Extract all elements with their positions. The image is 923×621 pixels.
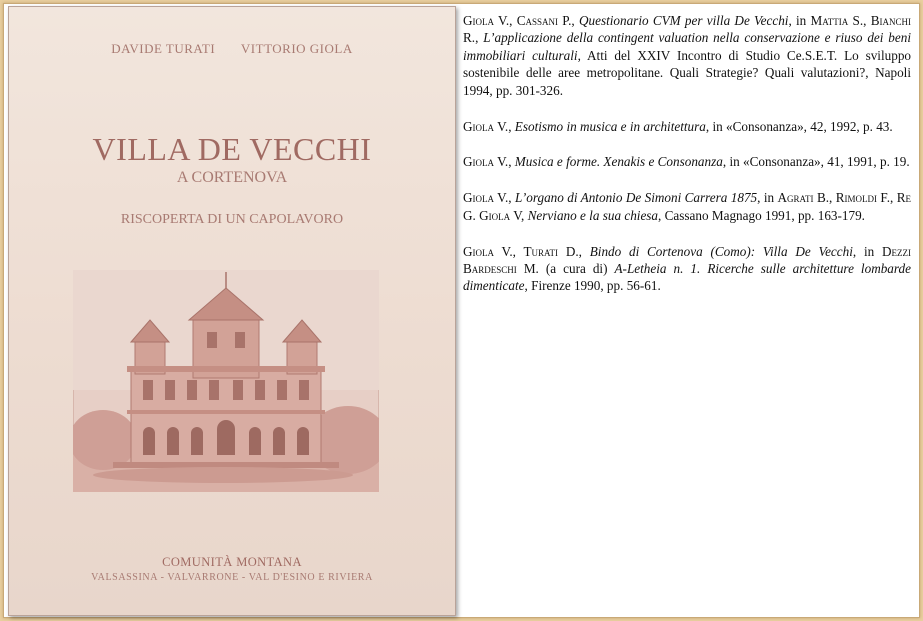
- villa-illustration: [73, 270, 379, 492]
- bibliography-entry: Giola V., Turati D., Bindo di Cortenova (Como): Villa De Vecchi, in Dezzi Bardeschi M. (a cura di) A-Letheia n. 1. Ricerche sulle architetture lombarde dimenticate, Firenze 1990, pp. 56-61.: [463, 243, 911, 294]
- entry-authors: Giola V., Cassani P.: [463, 13, 572, 28]
- entry-title: L’organo di Antonio De Simoni Carrera 1875: [515, 190, 758, 206]
- entry-title: Musica e forme. Xenakis e Consonanza: [514, 154, 723, 170]
- entry-authors: Giola V.: [463, 154, 509, 170]
- cover-subtitle: A CORTENOVA: [176, 169, 288, 186]
- cover-publisher: COMUNITÀ MONTANA: [162, 555, 302, 569]
- entry-authors: Giola V., Turati D.: [463, 243, 579, 259]
- entry-details: , in Dezzi Bardeschi M. (a cura di) A-Letheia n. 1. Ricerche sulle architetture lombarde dimenticate, Firenze 1990, pp. 56-61.: [463, 243, 911, 294]
- bibliography-entry: Giola V., L’organo di Antonio De Simoni Carrera 1875, in Agrati B., Rimoldi F., Re G. Giola V, Nerviano e la sua chiesa, Cassano Magnago 1991, pp. 163-179.: [463, 190, 911, 223]
- cover-tagline: RISCOPERTA DI UN CAPOLAVORO: [120, 212, 344, 227]
- entry-details: , in Agrati B., Rimoldi F., Re G. Giola V, Nerviano e la sua chiesa, Cassano Magnago 1991, pp. 163-179.: [463, 190, 911, 223]
- entry-title: Bindo di Cortenova (Como): Villa De Vecchi: [589, 243, 853, 259]
- entry-title: Questionario CVM per villa De Vecchi: [578, 13, 789, 28]
- entry-authors: Giola V.: [463, 190, 509, 206]
- cover-author-1: DAVIDE TURATI: [111, 41, 216, 56]
- cover-region: VALSASSINA - VALVARRONE - VAL D'ESINO E RIVIERA: [91, 572, 373, 583]
- entry-details: , in Mattia S., Bianchi R., L’applicazione della contingent valuation nella conservazione e riuso dei beni immobiliari culturali, Atti del XXIV Incontro di Studio Ce.S.E.T. Lo sviluppo sostenibile delle aree metropolitane. Quali Strategie? Quali valutazioni?, Napoli 1994, pp. 301-326.: [463, 13, 912, 98]
- book-cover: [8, 6, 456, 616]
- cover-surface: [9, 7, 455, 615]
- cover-author-2: VITTORIO GIOLA: [240, 41, 353, 56]
- entry-title: Esotismo in musica e in architettura: [514, 118, 706, 134]
- entry-authors: Giola V.: [463, 118, 509, 134]
- entry-details: , in «Consonanza», 41, 1991, p. 19.: [722, 154, 910, 170]
- bibliography-list: [463, 12, 911, 313]
- entry-details: , in «Consonanza», 42, 1992, p. 43.: [705, 118, 893, 134]
- cover-authors: [9, 41, 455, 57]
- bibliography-entry: Giola V., Cassani P., Questionario CVM per villa De Vecchi, in Mattia S., Bianchi R., L’applicazione della contingent valuation nella conservazione e riuso dei beni immobiliari culturali, Atti del XXIV Incontro di Studio Ce.S.E.T. Lo sviluppo sostenibile delle aree metropolitane. Quali Strategie? Quali valutazioni?, Napoli 1994, pp. 301-326.: [463, 13, 912, 98]
- bibliography-entry: Giola V., Musica e forme. Xenakis e Consonanza, in «Consonanza», 41, 1991, p. 19.: [463, 154, 910, 170]
- cover-title: VILLA DE VECCHI: [92, 131, 372, 167]
- bibliography-entry: Giola V., Esotismo in musica e in architettura, in «Consonanza», 42, 1992, p. 43.: [463, 118, 893, 134]
